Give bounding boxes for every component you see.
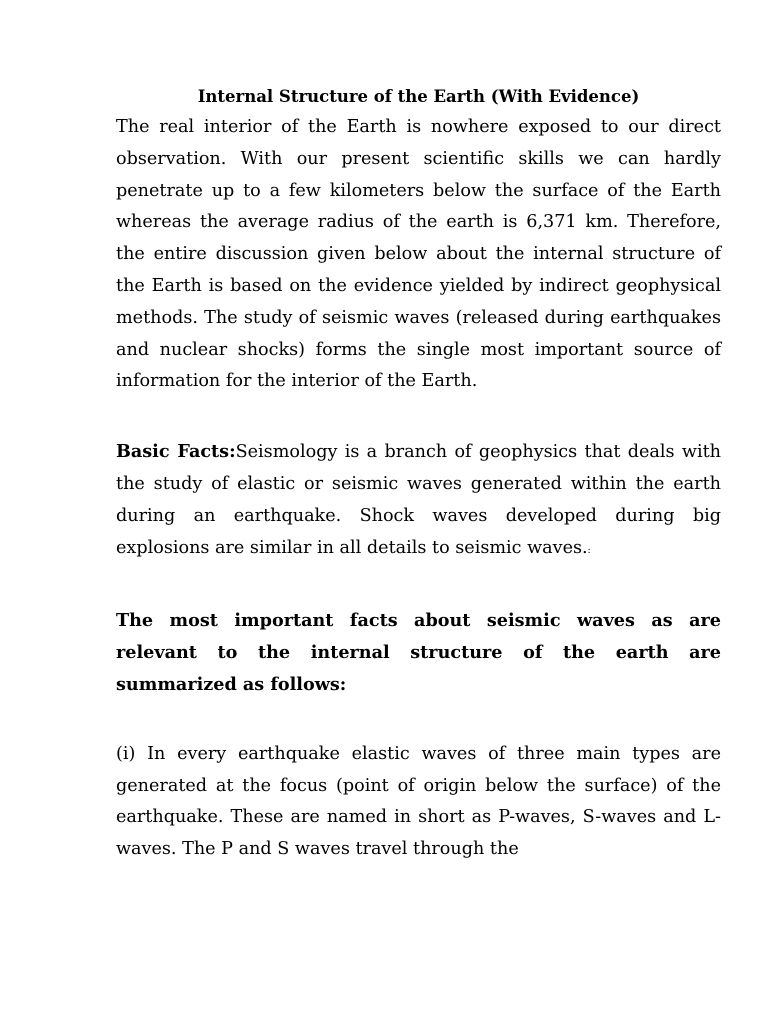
paragraph-spacer (116, 398, 721, 436)
document-page (116, 86, 721, 866)
paragraph-spacer (116, 567, 721, 605)
summary-heading: The most important facts about seismic waves as are relevant to the internal structure of the earth are summarized as follows: (116, 610, 721, 695)
paragraph-spacer (116, 701, 721, 739)
basic-facts-label: Basic Facts: (116, 441, 236, 463)
basic-facts-paragraph (116, 436, 721, 567)
point-1-paragraph: (i) In every earthquake elastic waves of three main types are generated at the focus (point of origin below the surface) of the earthquake. These are named in short as P-waves, S-waves and L-waves. The P and S waves travel through the (116, 743, 721, 860)
basic-facts-text: Seismology is a branch of geophysics that deals with the study of elastic or seismic waves generated within the earth during an earthquake. Shock waves developed during big explosions are similar in all details to seismic waves. (116, 442, 721, 558)
intro-paragraph: The real interior of the Earth is nowhere exposed to our direct observation. With our present scientific skills we can hardly penetrate up to a few kilometers below the surface of the Earth whereas the average radius of the earth is 6,371 km. Therefore, the entire discussion given below about the internal structure of the Earth is based on the evidence yielded by indirect geophysical methods. The study of seismic waves (released during earthquakes and nuclear shocks) forms the single most important source of information for the interior of the Earth. (116, 117, 721, 392)
trailing-mark: : (587, 545, 591, 556)
document-title: Internal Structure of the Earth (With Evidence) (197, 87, 640, 106)
